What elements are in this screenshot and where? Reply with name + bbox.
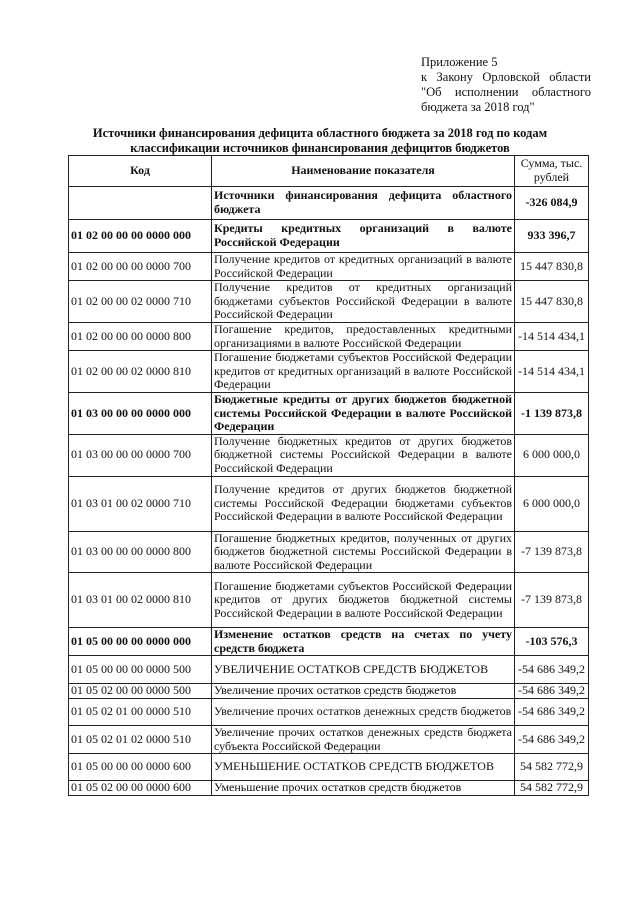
name-cell: Погашение бюджетами субъектов Российской Федерации кредитов от кредитных организаций в валюте Российской Федерации: [212, 351, 515, 393]
document-title: Источники финансирования дефицита областного бюджета за 2018 год по кодам классификации источников финансирования дефицитов бюджетов: [92, 126, 548, 155]
header-sum: Сумма, тыс. рублей: [515, 156, 589, 187]
appendix-line: к Закону Орловской области: [421, 70, 591, 84]
code-cell: 01 03 00 00 00 0000 700: [69, 434, 212, 476]
name-cell: Получение кредитов от других бюджетов бюджетной системы Российской Федерации бюджетами субъектов Российской Федерации в валюте Российской Федерации: [212, 476, 515, 531]
sum-cell: -7 139 873,8: [515, 573, 589, 628]
sum-cell: 6 000 000,0: [515, 434, 589, 476]
sum-cell: -54 686 349,2: [515, 684, 589, 699]
code-cell: 01 03 01 00 02 0000 710: [69, 476, 212, 531]
sum-cell: -326 084,9: [515, 187, 589, 220]
appendix-block: [421, 55, 591, 115]
table-row: [69, 434, 589, 476]
name-cell: Погашение бюджетами субъектов Российской Федерации кредитов от других бюджетов бюджетной системы Российской Федерации в валюте Российской Федерации: [212, 573, 515, 628]
name-cell: Получение кредитов от кредитных организаций в валюте Российской Федерации: [212, 253, 515, 281]
sum-cell: 933 396,7: [515, 220, 589, 253]
sum-cell: -14 514 434,1: [515, 351, 589, 393]
code-cell: 01 05 02 00 00 0000 600: [69, 781, 212, 796]
code-cell: 01 02 00 00 02 0000 810: [69, 351, 212, 393]
sum-cell: -54 686 349,2: [515, 726, 589, 754]
code-cell: 01 05 00 00 00 0000 500: [69, 656, 212, 684]
sum-cell: -54 686 349,2: [515, 699, 589, 726]
code-cell: 01 05 02 00 00 0000 500: [69, 684, 212, 699]
sum-cell: -54 686 349,2: [515, 656, 589, 684]
table-row: [69, 220, 589, 253]
header-code: Код: [69, 156, 212, 187]
sum-cell: 15 447 830,8: [515, 253, 589, 281]
sum-cell: 54 582 772,9: [515, 781, 589, 796]
code-cell: 01 02 00 00 00 0000 000: [69, 220, 212, 253]
name-cell: Изменение остатков средств на счетах по учету средств бюджета: [212, 628, 515, 656]
name-cell: Погашение бюджетных кредитов, полученных от других бюджетов бюджетной системы Российской Федерации в валюте Российской Федерации: [212, 531, 515, 573]
table-row: [69, 476, 589, 531]
code-cell: 01 05 00 00 00 0000 600: [69, 754, 212, 781]
code-cell: 01 05 02 01 02 0000 510: [69, 726, 212, 754]
name-cell: Бюджетные кредиты от других бюджетов бюджетной системы Российской Федерации в валюте Российской Федерации: [212, 392, 515, 434]
table-row: [69, 656, 589, 684]
sum-cell: 54 582 772,9: [515, 754, 589, 781]
name-cell: УМЕНЬШЕНИЕ ОСТАТКОВ СРЕДСТВ БЮДЖЕТОВ: [212, 754, 515, 781]
sum-cell: 15 447 830,8: [515, 281, 589, 323]
sum-cell: 6 000 000,0: [515, 476, 589, 531]
table-row: [69, 573, 589, 628]
table-row: [69, 322, 589, 350]
header-name: Наименование показателя: [212, 156, 515, 187]
name-cell: Увеличение прочих остатков средств бюджетов: [212, 684, 515, 699]
table-row: [69, 754, 589, 781]
name-cell: УВЕЛИЧЕНИЕ ОСТАТКОВ СРЕДСТВ БЮДЖЕТОВ: [212, 656, 515, 684]
sum-cell: -14 514 434,1: [515, 322, 589, 350]
table-row: [69, 392, 589, 434]
code-cell: 01 03 00 00 00 0000 800: [69, 531, 212, 573]
appendix-line: "Об исполнении областного: [421, 85, 591, 99]
code-cell: 01 05 00 00 00 0000 000: [69, 628, 212, 656]
code-cell: 01 02 00 00 02 0000 710: [69, 281, 212, 323]
table-row: [69, 253, 589, 281]
financing-sources-table: [68, 155, 589, 796]
appendix-line: Приложение 5: [421, 55, 498, 69]
code-cell: 01 02 00 00 00 0000 700: [69, 253, 212, 281]
appendix-line: бюджета за 2018 год": [421, 100, 535, 114]
table-header-row: [69, 156, 589, 187]
name-cell: Уменьшение прочих остатков средств бюджетов: [212, 781, 515, 796]
name-cell: Получение бюджетных кредитов от других бюджетов бюджетной системы Российской Федерации в валюте Российской Федерации: [212, 434, 515, 476]
name-cell: Увеличение прочих остатков денежных средств бюджетов: [212, 699, 515, 726]
name-cell: Источники финансирования дефицита областного бюджета: [212, 187, 515, 220]
code-cell: [69, 187, 212, 220]
sum-cell: -103 576,3: [515, 628, 589, 656]
table-row: [69, 684, 589, 699]
name-cell: Увеличение прочих остатков денежных средств бюджета субъекта Российской Федерации: [212, 726, 515, 754]
table-row: [69, 351, 589, 393]
table-row: [69, 628, 589, 656]
table-row: [69, 281, 589, 323]
table-row: [69, 699, 589, 726]
table-row: [69, 187, 589, 220]
name-cell: Кредиты кредитных организаций в валюте Российской Федерации: [212, 220, 515, 253]
code-cell: 01 05 02 01 00 0000 510: [69, 699, 212, 726]
table-row: [69, 781, 589, 796]
name-cell: Погашение кредитов, предоставленных кредитными организациями в валюте Российской Федерации: [212, 322, 515, 350]
name-cell: Получение кредитов от кредитных организаций бюджетами субъектов Российской Федерации в валюте Российской Федерации: [212, 281, 515, 323]
sum-cell: -7 139 873,8: [515, 531, 589, 573]
sum-cell: -1 139 873,8: [515, 392, 589, 434]
table-row: [69, 726, 589, 754]
table-row: [69, 531, 589, 573]
code-cell: 01 03 00 00 00 0000 000: [69, 392, 212, 434]
code-cell: 01 03 01 00 02 0000 810: [69, 573, 212, 628]
code-cell: 01 02 00 00 00 0000 800: [69, 322, 212, 350]
